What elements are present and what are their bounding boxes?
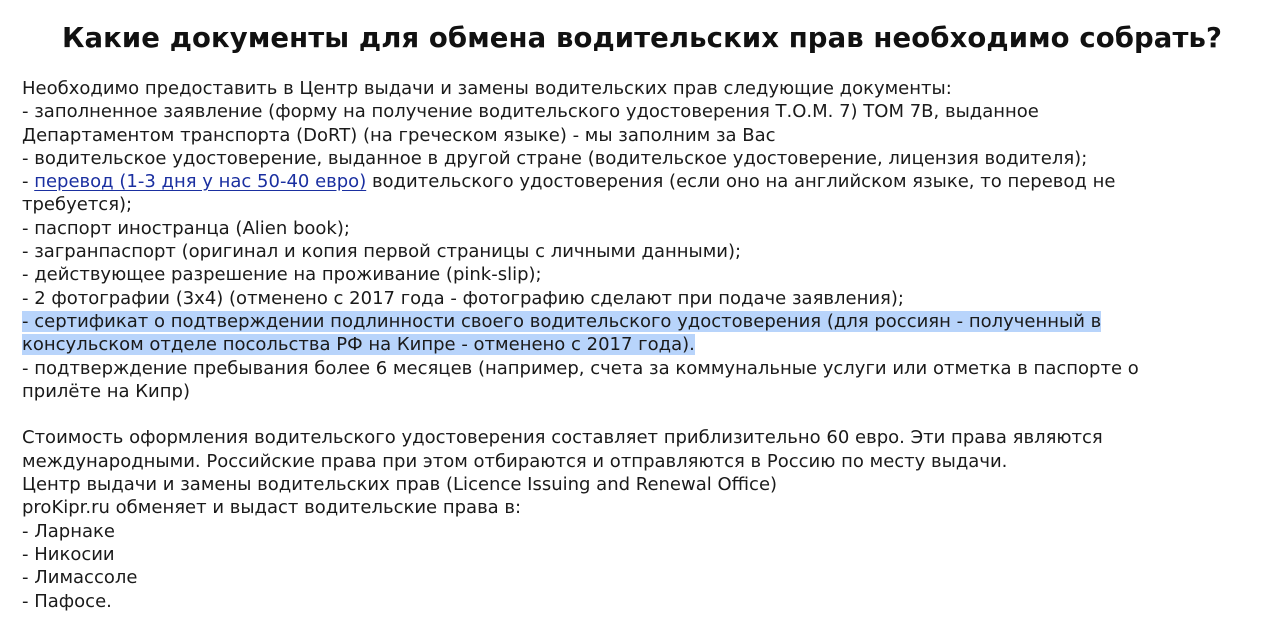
city-item: - Пафосе. <box>22 590 112 612</box>
city-item: - Ларнаке <box>22 520 115 542</box>
list-item-photos: - 2 фотографии (3х4) (отменено с 2017 года - фотографию сделают при подаче заявления); <box>22 287 904 309</box>
list-item-certificate-2 <box>22 333 1262 356</box>
list-item-translation <box>22 170 1262 193</box>
intro-text: Необходимо предоставить в Центр выдачи и замены водительских прав следующие документы: <box>22 78 952 99</box>
list-item-translation-2: требуется); <box>22 194 133 216</box>
list-item-stay-2: прилёте на Кипр) <box>22 380 190 402</box>
city-item: - Лимассоле <box>22 567 138 589</box>
page-title: Какие документы для обмена водительских прав необходимо собрать? <box>61 22 1223 54</box>
article <box>22 0 1262 612</box>
list-item-stay-1: - подтверждение пребывания более 6 месяцев (например, счета за коммунальные услуги или отметка в паспорте о <box>22 357 1139 379</box>
city-item: - Никосии <box>22 543 115 565</box>
paragraph-gap <box>22 403 1262 426</box>
office-text-1: Центр выдачи и замены водительских прав (Licence Issuing and Renewal Office) <box>22 474 778 496</box>
list-item-residence: - действующее разрешение на проживание (pink-slip); <box>22 264 542 286</box>
article-body <box>22 77 1262 613</box>
list-item-application-2: Департаментом транспорта (DoRT) (на греческом языке) - мы заполним за Вас <box>22 124 776 146</box>
translation-prefix: - <box>22 171 35 193</box>
office-text-2: proKipr.ru обменяет и выдаст водительские права в: <box>22 497 522 519</box>
list-item-foreign-license: - водительское удостоверение, выданное в другой стране (водительское удостоверение, лицензия водителя); <box>22 147 1088 169</box>
list-item-application-1: - заполненное заявление (форму на получение водительского удостоверения Т.О.М. 7) ТОМ 7В, выданное <box>22 101 1039 123</box>
translation-suffix: водительского удостоверения (если оно на английском языке, то перевод не <box>366 171 1116 193</box>
translation-link[interactable]: перевод (1-3 дня у нас 50-40 евро) <box>34 171 367 193</box>
list-item-alien-book: - паспорт иностранца (Alien book); <box>22 217 350 239</box>
highlighted-text: консульском отделе посольства РФ на Кипре - отменено с 2017 года). <box>22 334 695 356</box>
cost-text-1: Стоимость оформления водительского удостоверения составляет приблизительно 60 евро. Эти права являются <box>22 427 1103 449</box>
highlighted-text: - сертификат о подтверждении подлинности своего водительского удостоверения (для россиян - полученный в <box>22 310 1102 332</box>
list-item-certificate-1 <box>22 310 1262 333</box>
list-item-passport: - загранпаспорт (оригинал и копия первой страницы с личными данными); <box>22 241 742 263</box>
cost-text-2: международными. Российские права при этом отбираются и отправляются в Россию по месту выдачи. <box>22 450 1008 472</box>
